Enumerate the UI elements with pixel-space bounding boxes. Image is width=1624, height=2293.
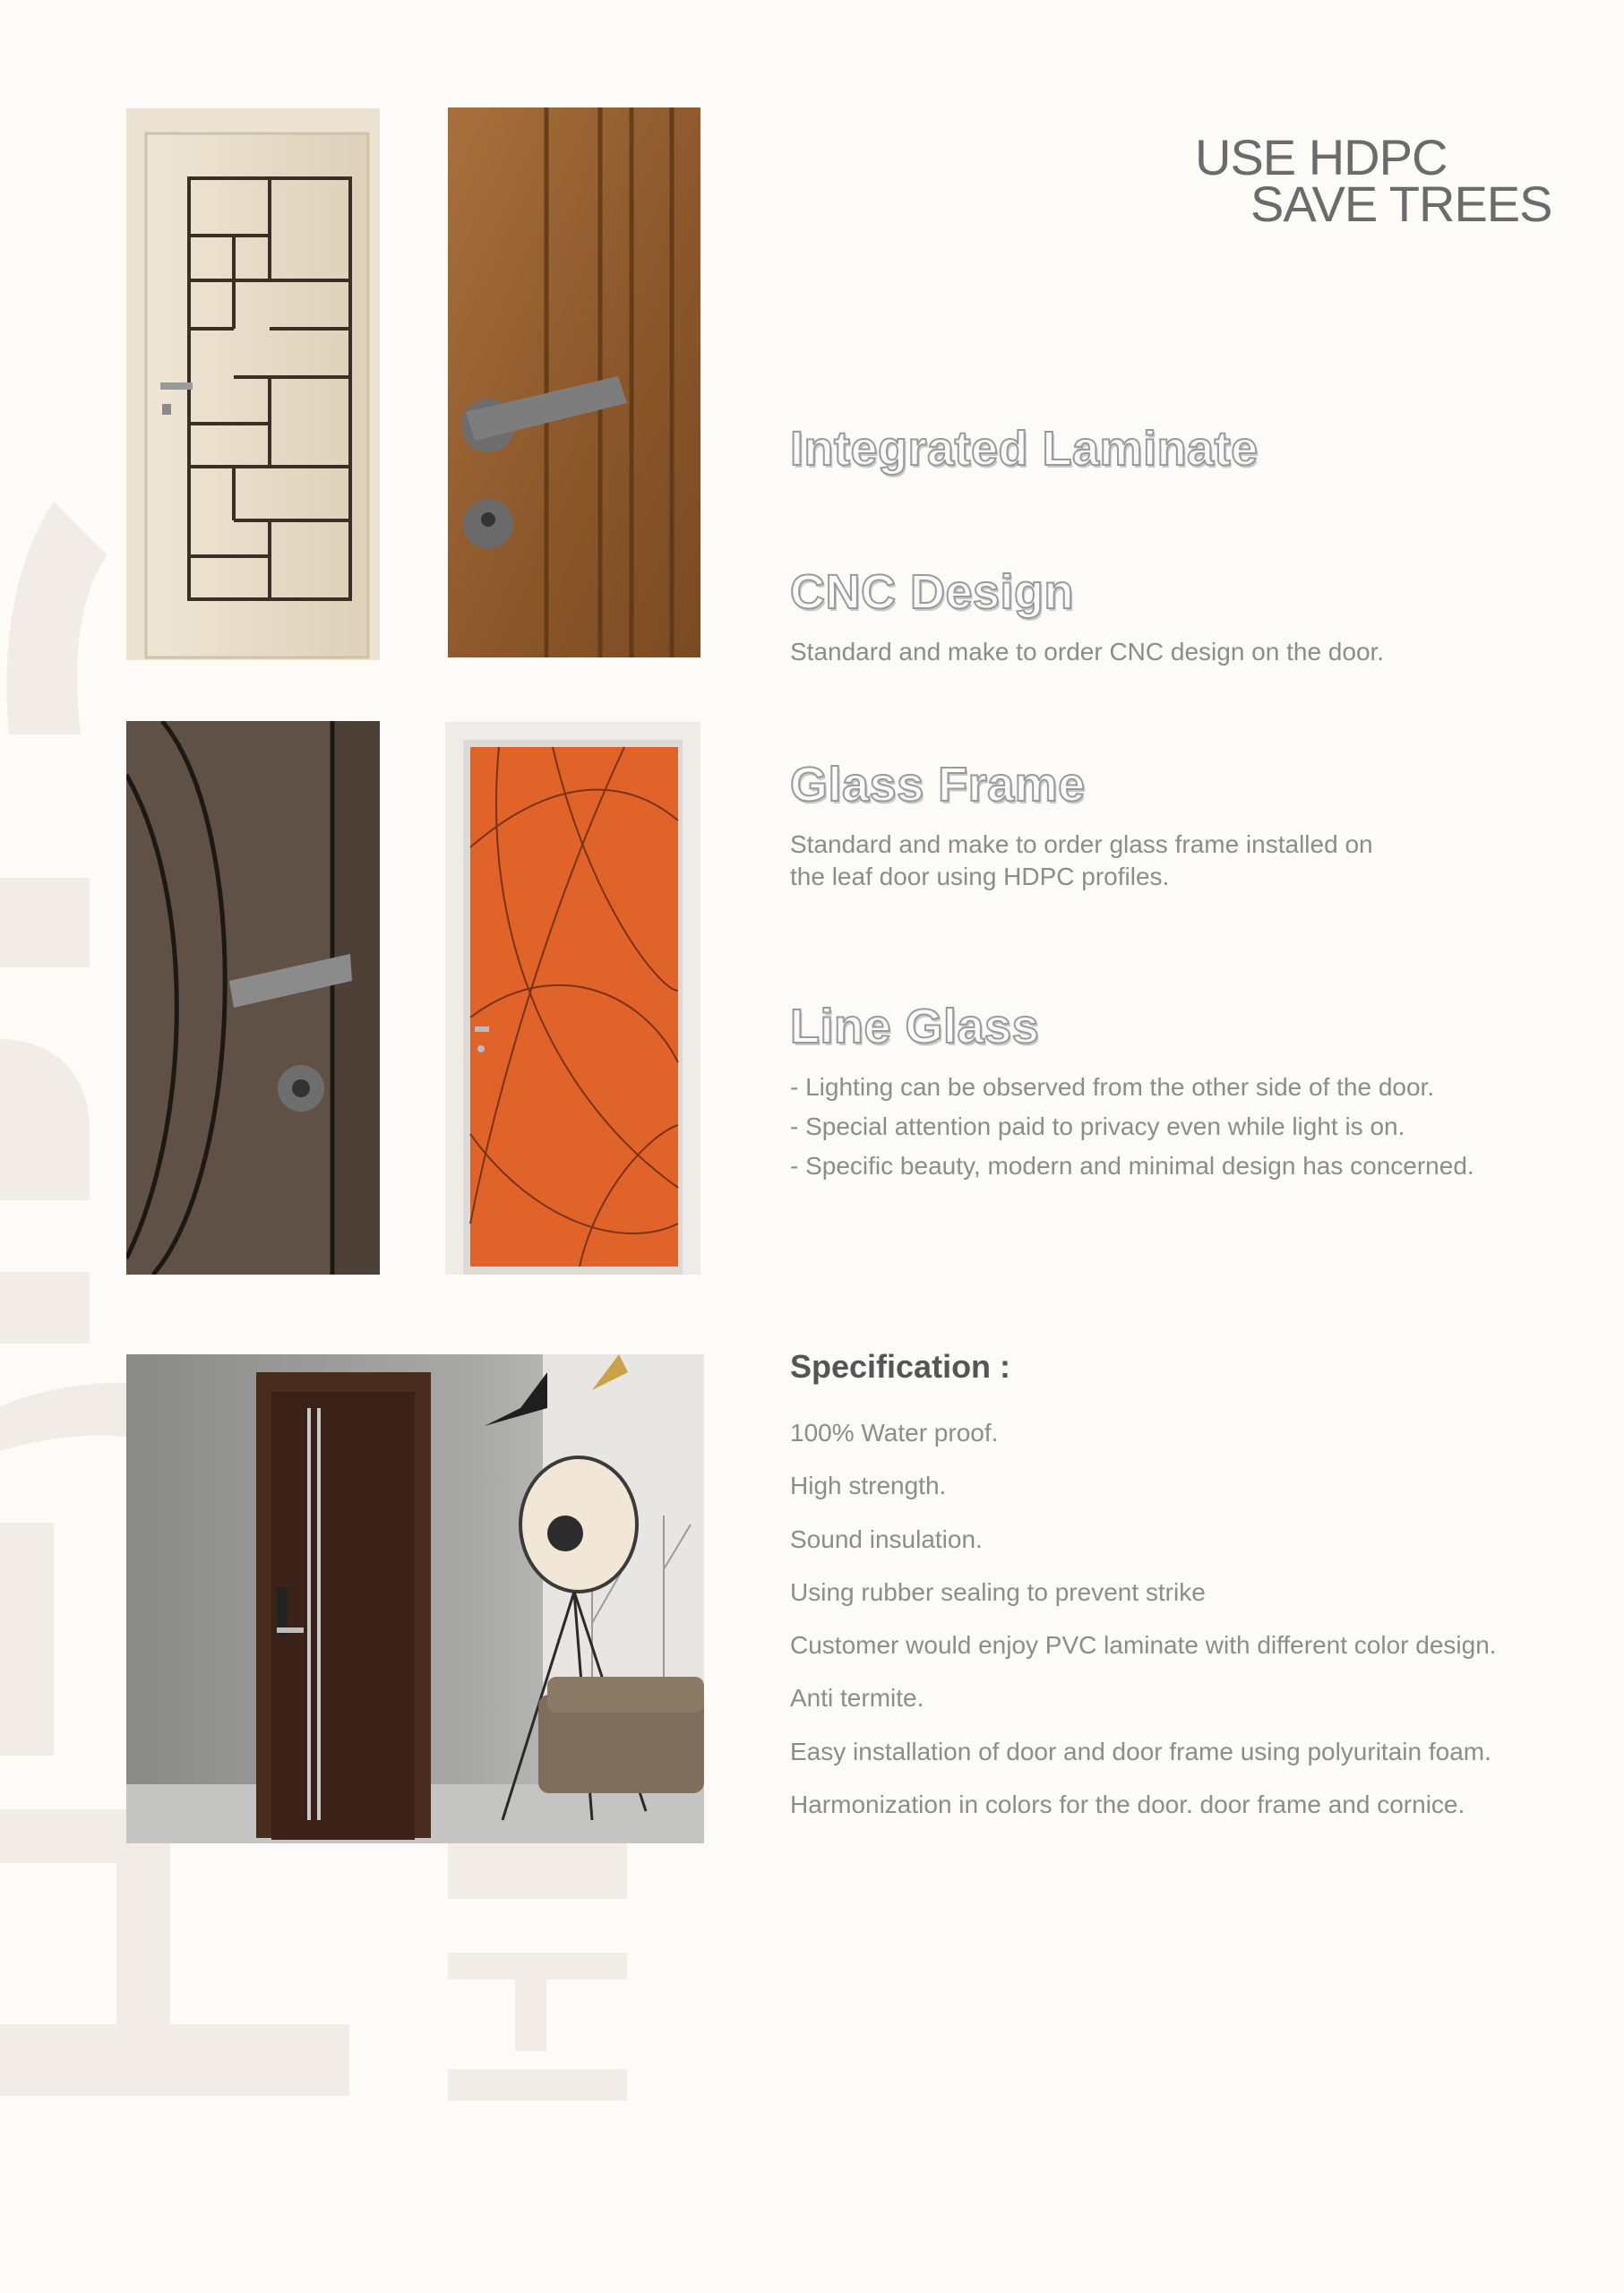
- heading-glass-frame: Glass Frame: [790, 758, 1086, 812]
- slogan: [1164, 129, 1559, 232]
- glass-frame-description: [790, 829, 1373, 893]
- spec-item: Harmonization in colors for the door. door frame and cornice.: [790, 1791, 1465, 1819]
- spec-item: Customer would enjoy PVC laminate with different color design.: [790, 1631, 1497, 1660]
- glass-frame-description-line-2: the leaf door using HDPC profiles.: [790, 863, 1170, 890]
- orange-door-photo: [445, 722, 700, 1275]
- line-glass-bullet: - Specific beauty, modern and minimal design has concerned.: [790, 1152, 1474, 1180]
- heading-line-glass: Line Glass: [790, 1000, 1040, 1053]
- spec-item: 100% Water proof.: [790, 1419, 999, 1447]
- specification-title: Specification :: [790, 1348, 1011, 1385]
- spec-item: Sound insulation.: [790, 1524, 983, 1553]
- cream-door-photo: [126, 108, 380, 660]
- slogan-line-2: SAVE TREES: [1250, 176, 1552, 232]
- spec-item: Easy installation of door and door frame using polyuritain foam.: [790, 1737, 1491, 1765]
- spec-item: Using rubber sealing to prevent strike: [790, 1577, 1206, 1606]
- glass-frame-description-line-1: Standard and make to order glass frame installed on: [790, 830, 1373, 858]
- spec-item: Anti termite.: [790, 1684, 924, 1713]
- line-glass-bullet: - Lighting can be observed from the other side of the door.: [790, 1073, 1435, 1101]
- dark-wood-door-photo: [126, 721, 380, 1275]
- heading-integrated-laminate: Integrated Laminate: [790, 422, 1259, 476]
- heading-cnc-design: CNC Design: [790, 565, 1075, 619]
- interior-door-photo: [126, 1354, 704, 1843]
- walnut-door-photo: [448, 107, 700, 657]
- line-glass-bullet: - Special attention paid to privacy even while light is on.: [790, 1112, 1405, 1140]
- slogan-line-1: USE HDPC: [1195, 129, 1448, 185]
- line-glass-bullets: [790, 1068, 1474, 1186]
- spec-item: High strength.: [790, 1472, 947, 1500]
- cnc-design-description: Standard and make to order CNC design on the door.: [790, 638, 1385, 666]
- specification-list: [790, 1406, 1497, 1831]
